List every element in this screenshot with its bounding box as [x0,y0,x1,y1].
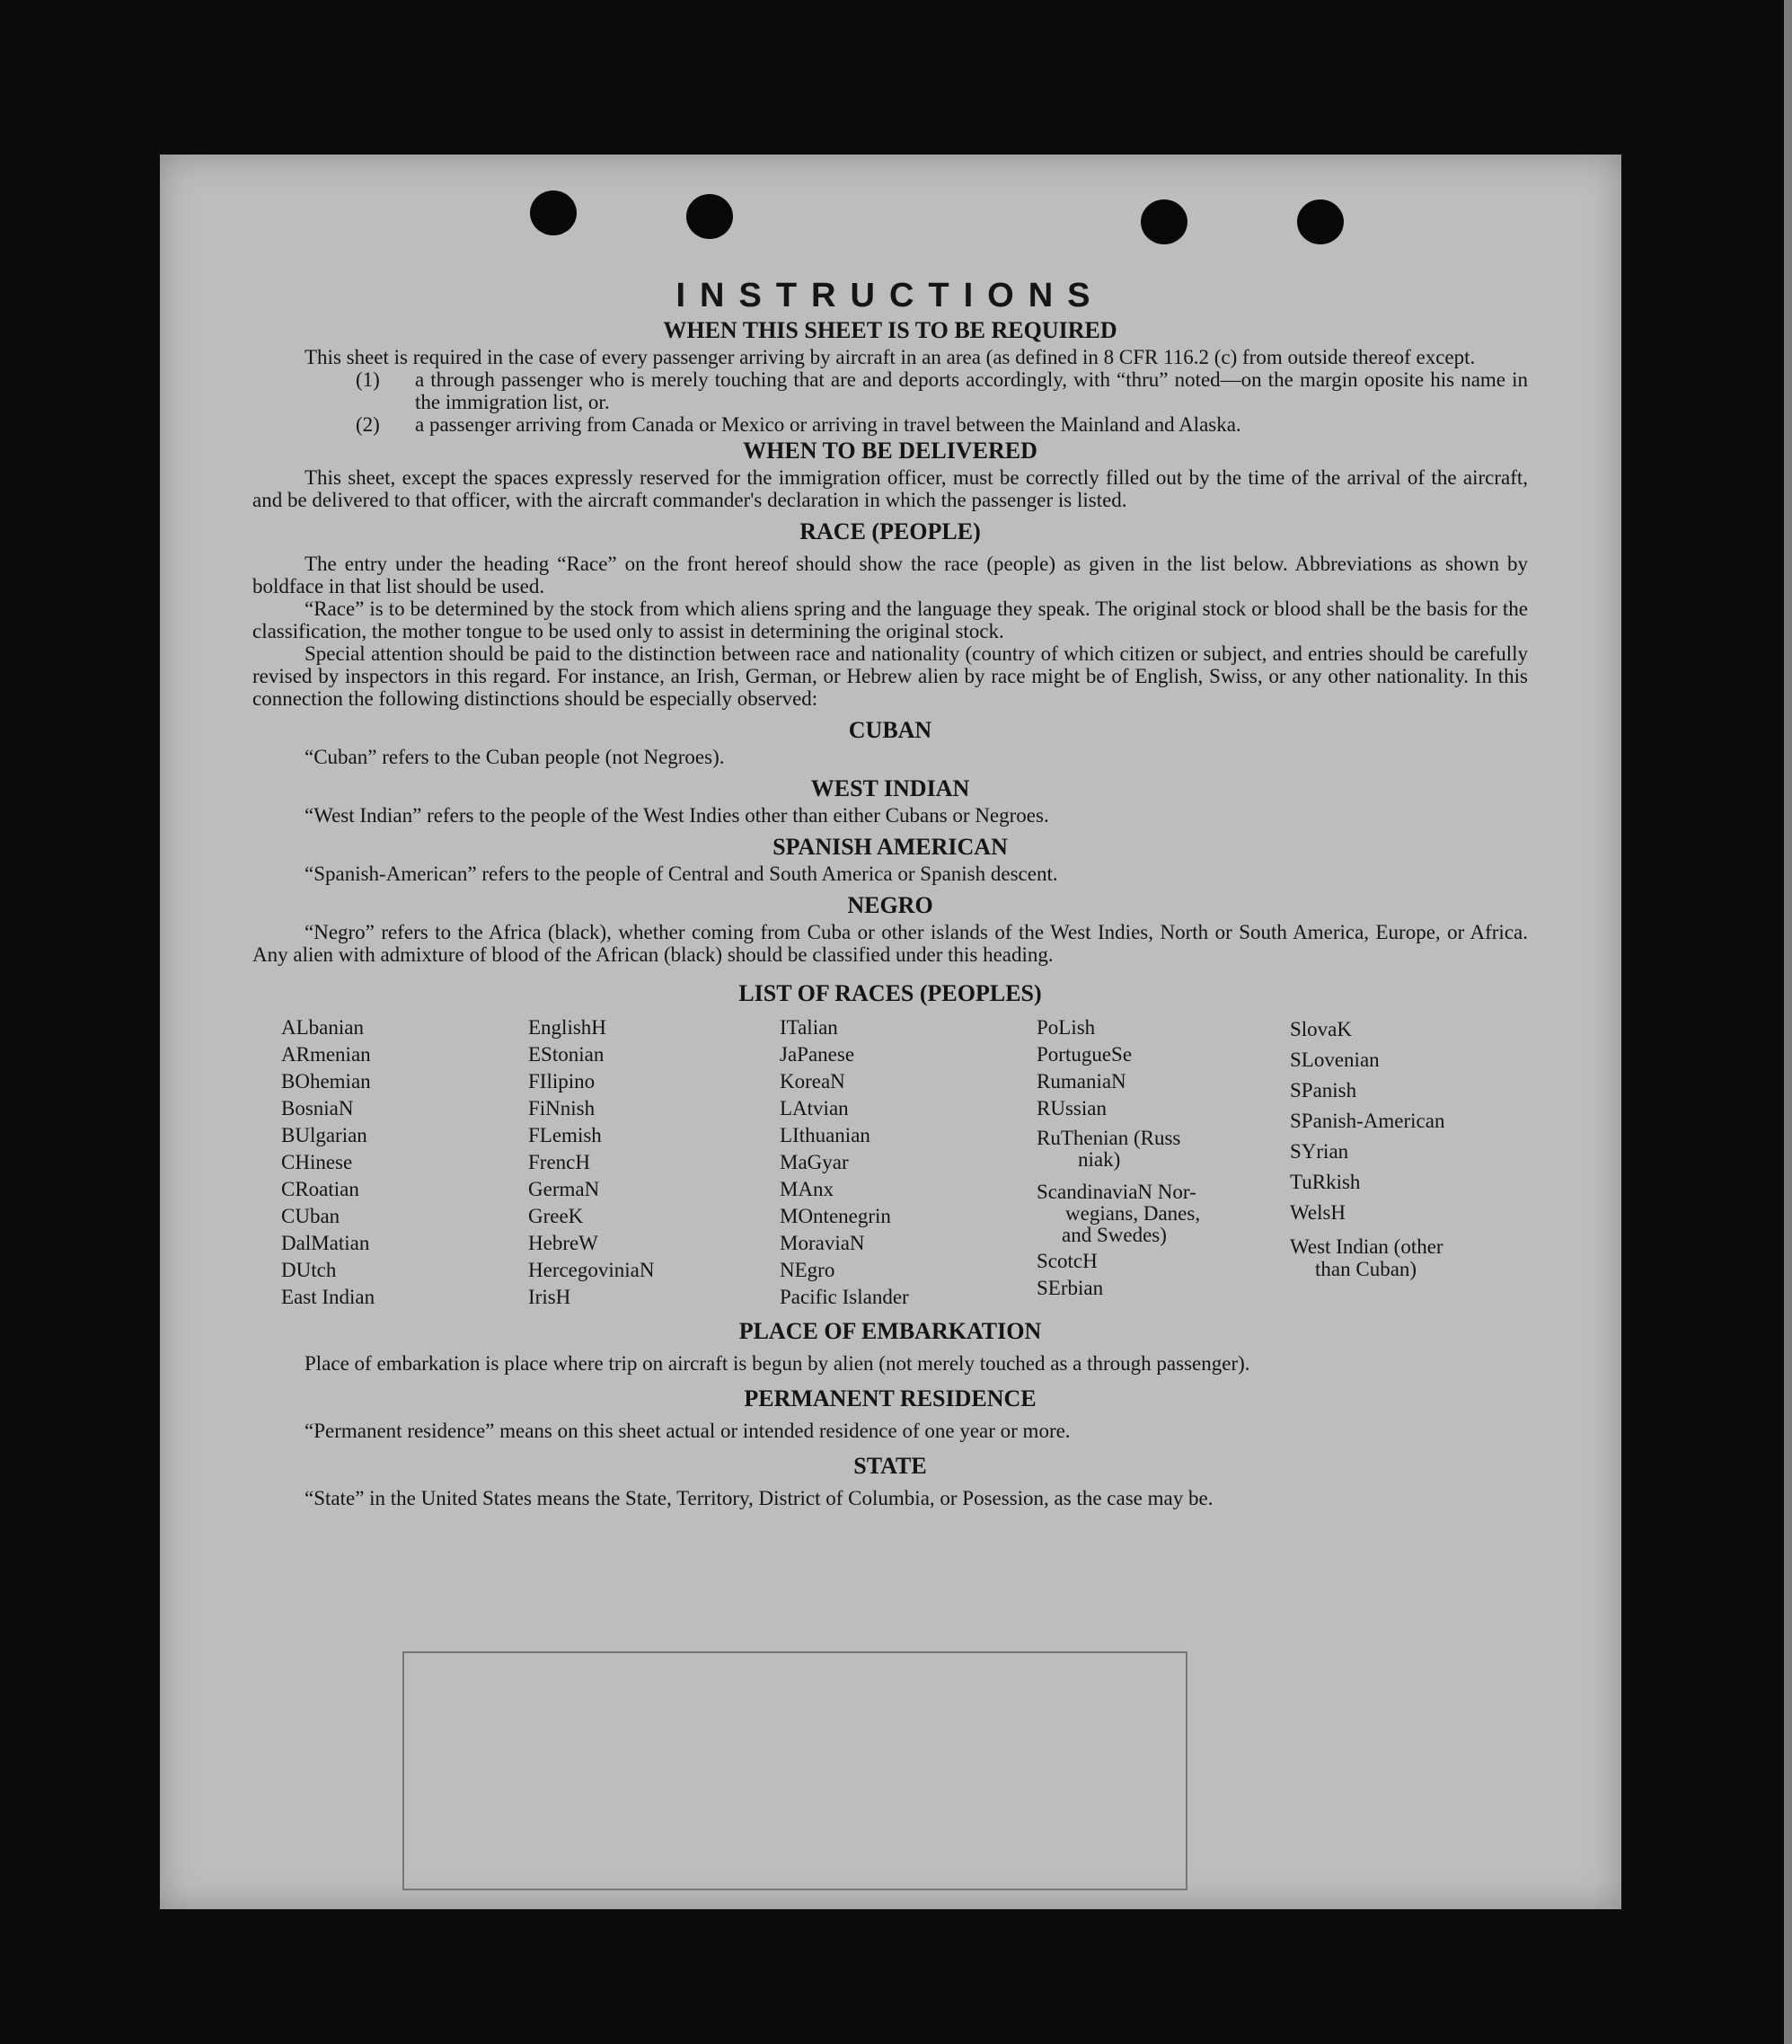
race-item: and Swedes) [1062,1224,1167,1246]
race-item: NEgro [780,1259,835,1281]
punch-hole [530,190,577,235]
race-item: niak) [1078,1148,1121,1171]
races-column-3 [780,1014,1037,1311]
race-item: FIlipino [528,1070,596,1093]
race-item: MaGyar [780,1151,849,1173]
race-item: Pacific Islander [780,1286,909,1308]
heading-when-delivered: WHEN TO BE DELIVERED [743,438,1037,464]
race-item: JaPanese [780,1043,855,1066]
west-indian-text: “West Indian” refers to the people of the West Indies other than either Cubans or Negroes. [305,804,1049,827]
race-item: PortugueSe [1037,1043,1133,1066]
exception-item-2 [356,413,1528,436]
race-item: MOntenegrin [780,1205,891,1227]
document-body [252,276,1528,1509]
race-item: SLovenian [1290,1049,1380,1071]
item-text: a passenger arriving from Canada or Mexico or arriving in travel between the Mainland and Alaska. [415,413,1241,436]
heading-when-required: WHEN THIS SHEET IS TO BE REQUIRED [663,317,1117,343]
race-paragraph-2: “Race” is to be determined by the stock from which aliens spring and the language they speak. The original stock or blood shall be the basis for the classification, the mother tongue to be used only to assist in determining the original stock. [252,597,1528,642]
race-item: HebreW [528,1232,598,1254]
exception-item-1 [356,368,1528,413]
residence-text: “Permanent residence” means on this sheet actual or intended residence of one year or more. [305,1420,1071,1442]
heading-place-of-embarkation: PLACE OF EMBARKATION [738,1318,1042,1344]
race-item: MoraviaN [780,1232,865,1254]
races-column-5 [1290,1014,1523,1311]
race-item: HercegoviniaN [528,1259,655,1281]
race-item: BosniaN [281,1097,354,1119]
race-item: ALbanian [281,1016,364,1039]
spanish-american-text: “Spanish-American” refers to the people of Central and South America or Spanish descent. [305,863,1058,885]
race-item: SErbian [1037,1277,1104,1299]
item-number: (2) [356,413,380,436]
race-item: East Indian [281,1286,375,1308]
race-item: DalMatian [281,1232,370,1254]
race-item: WelsH [1290,1201,1346,1224]
heading-list-of-races: LIST OF RACES (PEOPLES) [738,980,1042,1006]
race-item: IrisH [528,1286,571,1308]
heading-permanent-residence: PERMANENT RESIDENCE [744,1385,1037,1411]
instruction-sheet [160,155,1621,1909]
embarkation-text: Place of embarkation is place where trip on aircraft is begun by alien (not merely touched as a through passenger). [305,1352,1250,1375]
race-item: ScotcH [1037,1250,1098,1272]
race-item: PoLish [1037,1016,1096,1039]
heading-negro: NEGRO [847,892,933,918]
race-item: wegians, Danes, [1065,1202,1201,1225]
race-item: GermaN [528,1178,600,1200]
race-item: CRoatian [281,1178,359,1200]
heading-state: STATE [853,1453,927,1479]
item-number: (1) [356,368,380,391]
race-item: FrencH [528,1151,590,1173]
race-item: BOhemian [281,1070,371,1093]
heading-west-indian: WEST INDIAN [810,775,970,801]
punch-hole [1141,199,1187,244]
race-item: SYrian [1290,1140,1349,1163]
cuban-text: “Cuban” refers to the Cuban people (not Negroes). [305,746,725,768]
negro-text: “Negro” refers to the Africa (black), whether coming from Cuba or other islands of the West Indies, North or South America, Europe, or Africa. Any alien with admixture of blood of the African (black) should be classified under this heading. [252,921,1528,966]
race-item: LIthuanian [780,1124,870,1146]
races-column-4 [1037,1014,1290,1311]
race-item: MAnx [780,1178,834,1200]
race-item: EnglishH [528,1016,606,1039]
scanner-edge [1784,0,1792,2044]
race-item: EStonian [528,1043,605,1066]
heading-race: RACE (PEOPLE) [799,518,981,544]
required-paragraph: This sheet is required in the case of every passenger arriving by aircraft in an area (as defined in 8 CFR 116.2 (c) from outside thereof except. [305,346,1476,368]
race-item: FiNnish [528,1097,596,1119]
race-item: ITalian [780,1016,838,1039]
race-item: than Cuban) [1315,1258,1417,1280]
race-item: FLemish [528,1124,602,1146]
race-item: CUban [281,1205,340,1227]
heading-spanish-american: SPANISH AMERICAN [772,834,1008,860]
race-item: RUssian [1037,1097,1107,1119]
race-item: ScandinaviaN Nor- [1037,1181,1196,1203]
race-item: RumaniaN [1037,1070,1126,1093]
heading-cuban: CUBAN [848,717,932,743]
race-item: BUlgarian [281,1124,367,1146]
race-item: West Indian (other [1290,1235,1443,1258]
item-text: a through passenger who is merely touching that are and deports accordingly, with “thru” noted—on the margin oposite his name in the immigration list, or. [415,368,1528,413]
race-item: DUtch [281,1259,337,1281]
page-title: INSTRUCTIONS [675,277,1105,314]
race-item: GreeK [528,1205,584,1227]
race-item: TuRkish [1290,1171,1361,1193]
punch-hole [1297,199,1344,244]
races-column-1 [281,1014,528,1311]
race-item: SPanish [1290,1079,1357,1102]
race-item: SlovaK [1290,1018,1352,1040]
race-paragraph-3: Special attention should be paid to the distinction between race and nationality (country of which citizen or subject, and entries should be carefully revised by inspectors in this regard. For instance, an Irish, German, or Hebrew alien by race might be of English, Swiss, or any other nationality. In this connection the following distinctions should be especially observed: [252,642,1528,710]
race-item: RuThenian (Russ [1037,1127,1181,1149]
races-list [281,1014,1528,1311]
race-paragraph-1: The entry under the heading “Race” on the front hereof should show the race (people) as given in the list below. Abbreviations as shown by boldface in that list should be used. [252,553,1528,597]
race-item: SPanish-American [1290,1110,1445,1132]
race-item: CHinese [281,1151,353,1173]
state-text: “State” in the United States means the State, Territory, District of Columbia, or Posession, as the case may be. [305,1487,1214,1509]
races-column-2 [528,1014,780,1311]
race-item: KoreaN [780,1070,845,1093]
punch-hole [686,194,733,239]
race-item: LAtvian [780,1097,849,1119]
delivered-paragraph: This sheet, except the spaces expressly reserved for the immigration officer, must be correctly filled out by the time of the arrival of the aircraft, and be delivered to that officer, with the aircraft commander's declaration in which the passenger is listed. [252,466,1528,511]
bleed-through-box [402,1651,1187,1890]
race-item: ARmenian [281,1043,371,1066]
